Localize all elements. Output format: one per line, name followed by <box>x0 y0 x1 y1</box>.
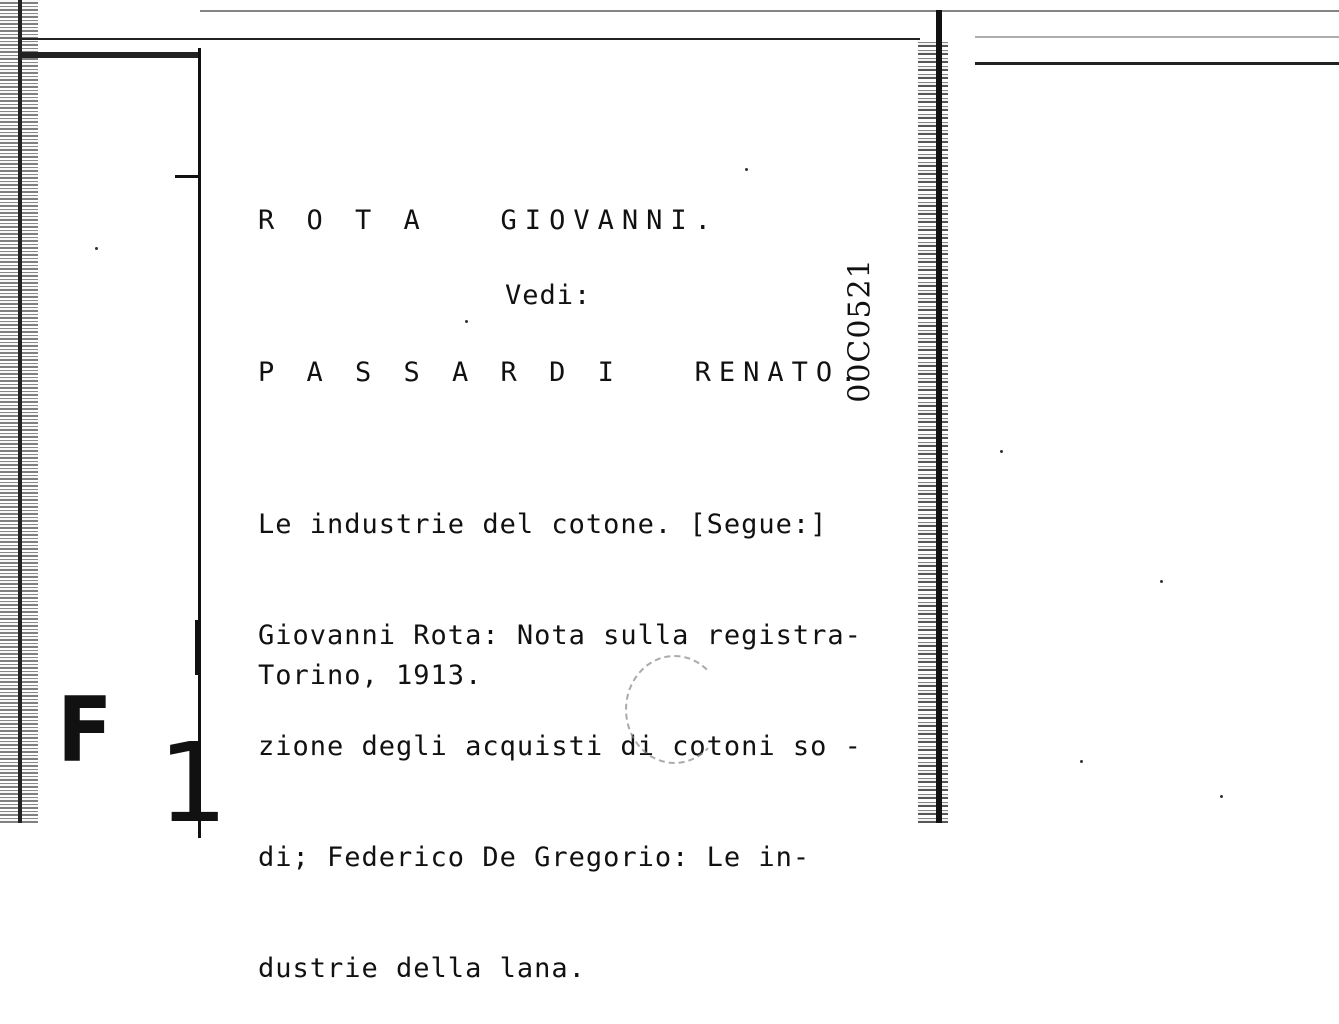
body-line: Giovanni Rota: Nota sulla registra- <box>258 620 862 651</box>
speck <box>1220 795 1223 798</box>
card-top-line <box>20 38 920 40</box>
body-line: dustrie della lana. <box>258 953 586 984</box>
tick-mark <box>195 620 198 675</box>
speck <box>465 320 468 323</box>
speck <box>1080 760 1083 763</box>
scan-left-line <box>18 0 22 823</box>
top-strip <box>200 10 1339 12</box>
punch-hole <box>625 655 724 764</box>
card-number <box>828 245 892 415</box>
see-label: Vedi: <box>505 280 592 311</box>
place-date: Torino, 1913. <box>258 660 483 691</box>
body-line: zione degli acquisti di cotoni so - <box>258 731 862 762</box>
card-body <box>258 432 938 1024</box>
top-right-line-faint <box>975 36 1339 38</box>
tick-mark <box>175 175 200 178</box>
see-author: P A S S A R D I RENATO. <box>258 357 865 388</box>
card-top-tab <box>20 52 200 58</box>
speck <box>1000 450 1003 453</box>
card-number-text: 00C0521 <box>842 257 878 403</box>
speck <box>1160 580 1163 583</box>
card-author: R O T A GIOVANNI. <box>258 205 719 236</box>
drawer-letter: F <box>57 678 113 783</box>
top-right-line <box>975 62 1339 65</box>
speck <box>745 168 748 171</box>
body-line: di; Federico De Gregorio: Le in- <box>258 842 811 873</box>
drawer-digit: 1 <box>158 719 228 847</box>
body-line: Le industrie del cotone. [Segue:] <box>258 509 828 540</box>
speck <box>95 247 98 250</box>
